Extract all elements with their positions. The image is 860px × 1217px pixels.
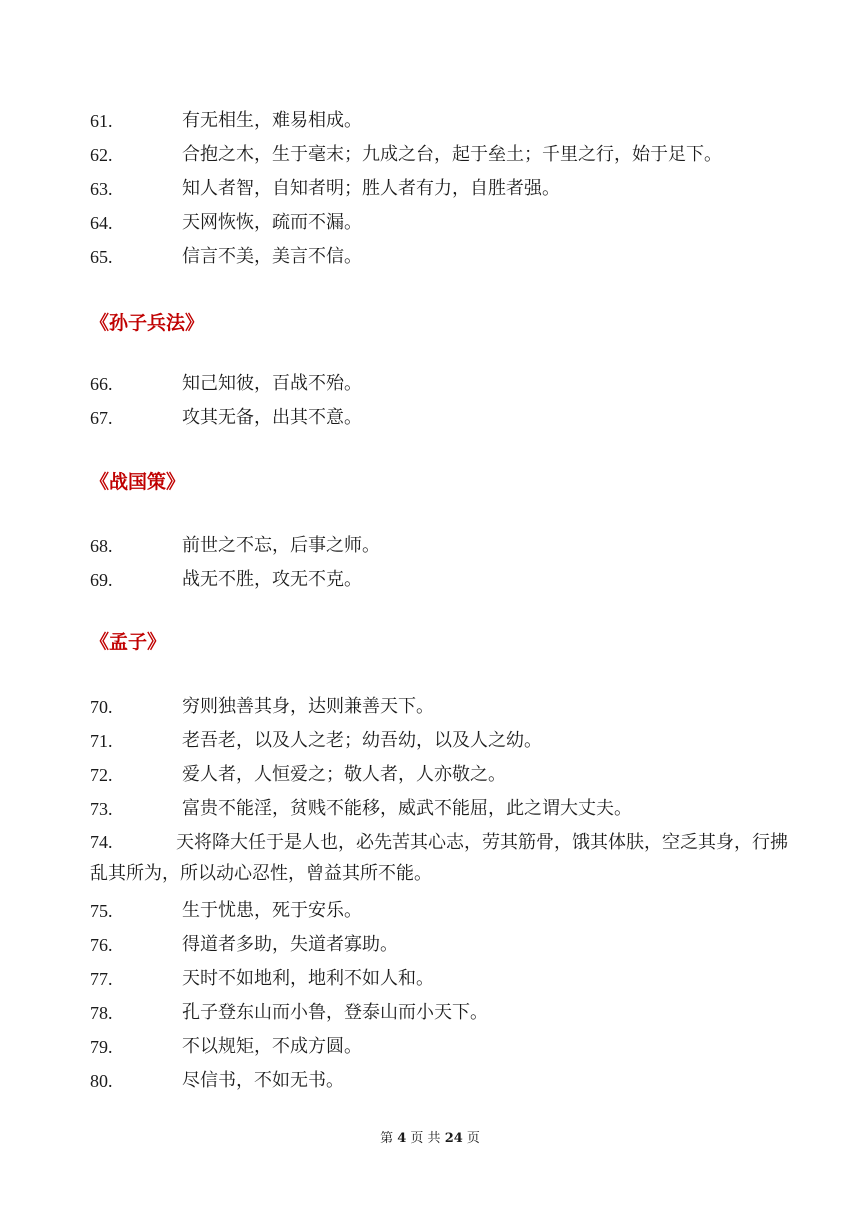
item-number: 61. bbox=[90, 111, 113, 131]
item-text: 天时不如地利，地利不如人和。 bbox=[182, 968, 434, 989]
footer-middle: 页 共 bbox=[410, 1131, 441, 1146]
list-item bbox=[90, 962, 790, 996]
item-number: 68. bbox=[90, 536, 113, 556]
list-item bbox=[90, 792, 790, 826]
list-item bbox=[90, 138, 790, 172]
list-item bbox=[90, 1030, 790, 1064]
item-number: 64. bbox=[90, 213, 113, 233]
item-number: 73. bbox=[90, 799, 113, 819]
list-item bbox=[90, 401, 790, 435]
list-item bbox=[90, 996, 790, 1030]
section-heading-zhanguoce: 《战国策》 bbox=[90, 471, 186, 493]
footer-suffix: 页 bbox=[466, 1131, 480, 1146]
item-wrapped-block bbox=[90, 827, 790, 889]
list-item bbox=[90, 928, 790, 962]
footer-total-pages: 24 bbox=[444, 1131, 463, 1146]
item-text: 穷则独善其身，达则兼善天下。 bbox=[182, 696, 434, 717]
item-number: 76. bbox=[90, 935, 113, 955]
quote-list-sunzi bbox=[90, 367, 790, 435]
footer-page-number: 4 bbox=[397, 1131, 407, 1146]
item-text: 生于忧患，死于安乐。 bbox=[182, 900, 362, 921]
list-item bbox=[90, 104, 790, 138]
list-item bbox=[90, 1064, 790, 1098]
item-number: 69. bbox=[90, 570, 113, 590]
item-number: 67. bbox=[90, 408, 113, 428]
item-text: 天将降大任于是人也，必先苦其心志，劳其筋骨，饿其体肤，空乏其身，行拂乱其所为，所以动心忍性，曾益其所不能。 bbox=[90, 832, 788, 884]
item-text: 尽信书，不如无书。 bbox=[182, 1070, 344, 1091]
list-item bbox=[90, 206, 790, 240]
item-number: 78. bbox=[90, 1003, 113, 1023]
list-item bbox=[90, 563, 790, 597]
list-item bbox=[90, 758, 790, 792]
section-heading-mengzi: 《孟子》 bbox=[90, 631, 167, 653]
list-item bbox=[90, 827, 790, 889]
item-number: 79. bbox=[90, 1037, 113, 1057]
item-number: 65. bbox=[90, 247, 113, 267]
item-text: 有无相生，难易相成。 bbox=[182, 110, 362, 131]
item-text: 战无不胜，攻无不克。 bbox=[182, 569, 362, 590]
item-number: 77. bbox=[90, 969, 113, 989]
item-number: 71. bbox=[90, 731, 113, 751]
page-footer bbox=[0, 1127, 860, 1146]
list-item bbox=[90, 172, 790, 206]
item-number: 74. bbox=[90, 832, 113, 852]
footer-prefix: 第 bbox=[380, 1131, 394, 1146]
list-item bbox=[90, 529, 790, 563]
item-text: 前世之不忘，后事之师。 bbox=[182, 535, 380, 556]
list-item bbox=[90, 240, 790, 274]
item-text: 知己知彼，百战不殆。 bbox=[182, 373, 362, 394]
item-text: 孔子登东山而小鲁，登泰山而小天下。 bbox=[182, 1002, 488, 1023]
item-number: 72. bbox=[90, 765, 113, 785]
quote-list-laozi bbox=[90, 104, 790, 274]
quote-list-mengzi bbox=[90, 690, 790, 1098]
item-text: 老吾老，以及人之老；幼吾幼，以及人之幼。 bbox=[182, 730, 542, 751]
item-number: 66. bbox=[90, 374, 113, 394]
item-number: 75. bbox=[90, 901, 113, 921]
item-number: 63. bbox=[90, 179, 113, 199]
list-item bbox=[90, 724, 790, 758]
item-number: 70. bbox=[90, 697, 113, 717]
item-text: 合抱之木，生于毫末；九成之台，起于垒土；千里之行，始于足下。 bbox=[182, 144, 722, 165]
section-heading-sunzi: 《孙子兵法》 bbox=[90, 312, 205, 334]
item-text: 攻其无备，出其不意。 bbox=[182, 407, 362, 428]
item-text: 天网恢恢，疏而不漏。 bbox=[182, 212, 362, 233]
item-number: 80. bbox=[90, 1071, 113, 1091]
item-text: 爱人者，人恒爱之；敬人者，人亦敬之。 bbox=[182, 764, 506, 785]
item-number: 62. bbox=[90, 145, 113, 165]
item-text: 信言不美，美言不信。 bbox=[182, 246, 362, 267]
list-item bbox=[90, 690, 790, 724]
item-text: 得道者多助，失道者寡助。 bbox=[182, 934, 398, 955]
list-item bbox=[90, 367, 790, 401]
quote-list-zhanguoce bbox=[90, 529, 790, 597]
item-text: 知人者智，自知者明；胜人者有力，自胜者强。 bbox=[182, 178, 560, 199]
list-item bbox=[90, 894, 790, 928]
item-text: 富贵不能淫，贫贱不能移，威武不能屈，此之谓大丈夫。 bbox=[182, 798, 632, 819]
item-text: 不以规矩，不成方圆。 bbox=[182, 1036, 362, 1057]
